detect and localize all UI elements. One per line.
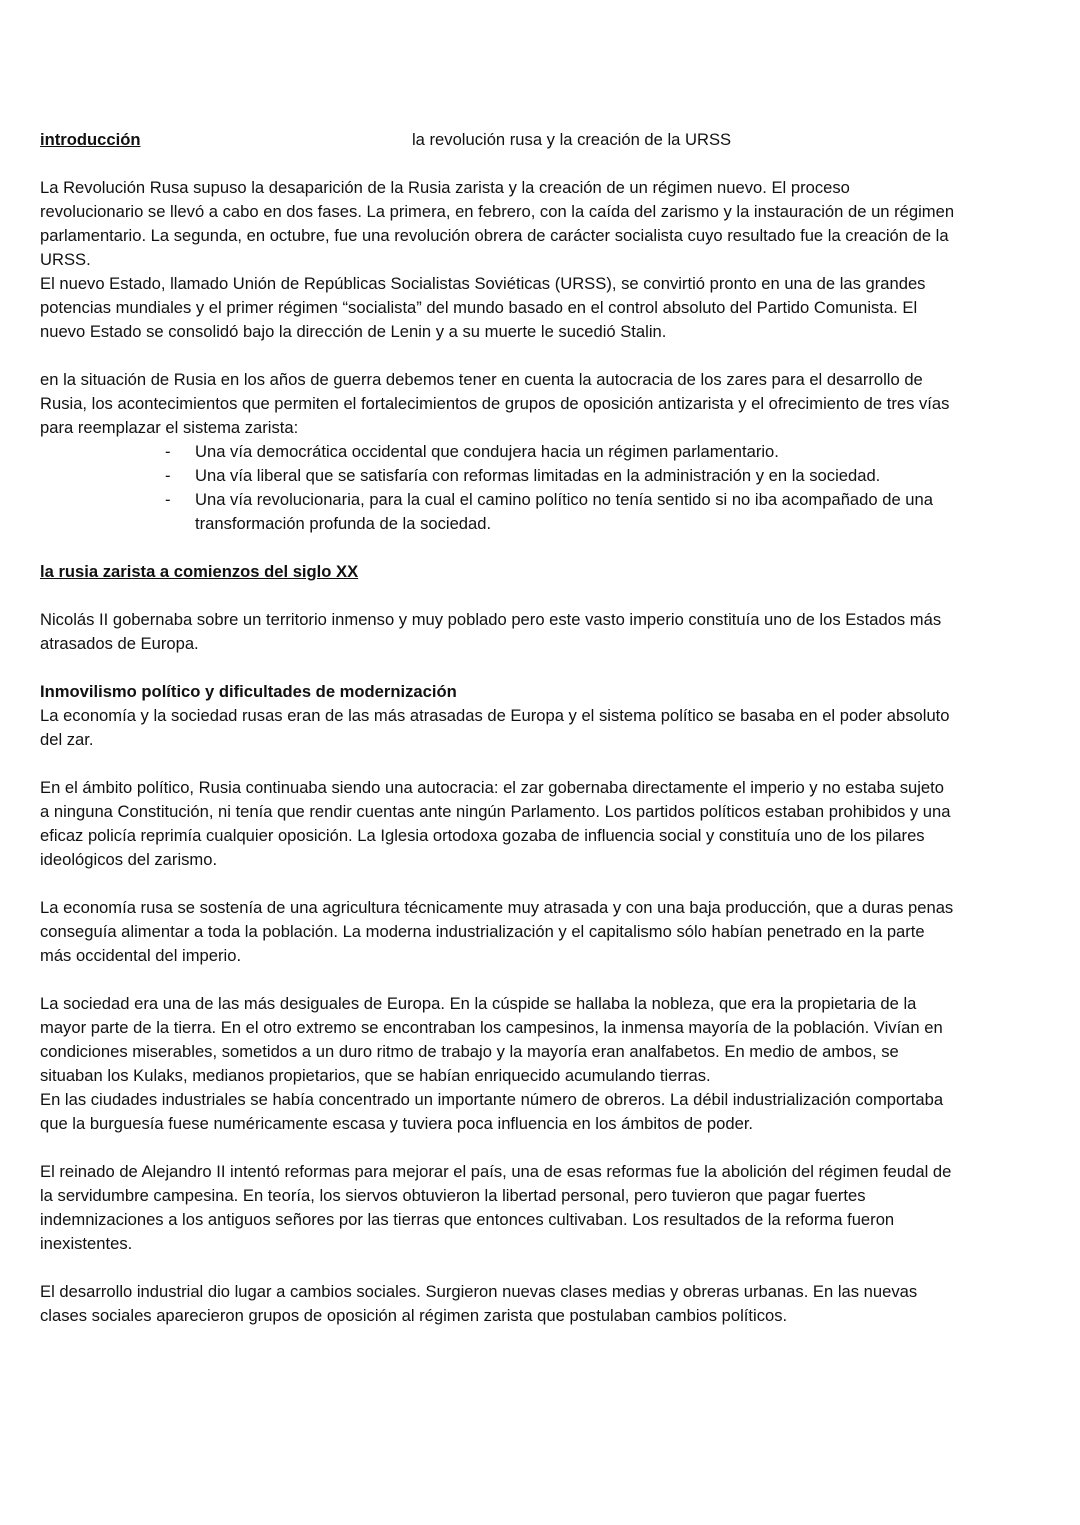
text-line: que la burguesía fuese numéricamente escasa y tuviera poca influencia en los ámbitos de poder. [40, 1114, 754, 1133]
text-line: condiciones miserables, sometidos a un duro ritmo de trabajo y la mayoría eran analfabetos. En medio de ambos, se [40, 1042, 899, 1061]
sub-heading-inmovilismo: Inmovilismo político y dificultades de modernización [40, 682, 457, 701]
text-line: Nicolás II gobernaba sobre un territorio inmenso y muy poblado pero este vasto imperio constituía uno de los Estados más [40, 610, 942, 629]
tsarist-paragraph-7 [40, 1280, 1044, 1328]
text-line: a ninguna Constitución, ni tenía que rendir cuentas ante ningún Parlamento. Los partidos políticos estaban prohibidos y una [40, 802, 951, 821]
text-line: En las ciudades industriales se había concentrado un importante número de obreros. La débil industrialización comportaba [40, 1090, 944, 1109]
text-line: El nuevo Estado, llamado Unión de Repúblicas Socialistas Soviéticas (URSS), se convirtió pronto en una de las grandes [40, 274, 926, 293]
text-line: En el ámbito político, Rusia continuaba siendo una autocracia: el zar gobernaba directamente el imperio y no estaba sujeto [40, 778, 944, 797]
text-line: clases sociales aparecieron grupos de oposición al régimen zarista que postulaban cambios políticos. [40, 1306, 788, 1325]
text-line: nuevo Estado se consolidó bajo la dirección de Lenin y a su muerte le sucedió Stalin. [40, 322, 667, 341]
bullet-dash: - [165, 442, 171, 461]
text-line: ideológicos del zarismo. [40, 850, 218, 869]
text-line: La economía rusa se sostenía de una agricultura técnicamente muy atrasada y con una baja producción, que a duras penas [40, 898, 954, 917]
section-heading-rusia-zarista: la rusia zarista a comienzos del siglo XX [40, 562, 359, 581]
text-line: más occidental del imperio. [40, 946, 242, 965]
bullet-dash: - [165, 466, 171, 485]
document-title: la revolución rusa y la creación de la URSS [412, 130, 732, 149]
tsarist-paragraph-5 [40, 992, 1044, 1136]
text-line: mayor parte de la tierra. En el otro extremo se encontraban los campesinos, la inmensa mayoría de la población. Vivían en [40, 1018, 943, 1037]
text-line: la servidumbre campesina. En teoría, los siervos obtuvieron la libertad personal, pero tuvieron que pagar fuertes [40, 1186, 866, 1205]
text-line: indemnizaciones a los antiguos señores por las tierras que entonces cultivaban. Los resultados de la reforma fueron [40, 1210, 895, 1229]
tsarist-paragraph-6 [40, 1160, 1044, 1256]
bullet-dash: - [165, 490, 171, 509]
text-line: para reemplazar el sistema zarista: [40, 418, 299, 437]
text-line: revolucionario se llevó a cabo en dos fases. La primera, en febrero, con la caída del zarismo y la instauración de un régimen [40, 202, 955, 221]
text-line: inexistentes. [40, 1234, 133, 1253]
list-item [40, 464, 1044, 488]
text-line: potencias mundiales y el primer régimen “socialista” del mundo basado en el control absoluto del Partido Comunista. El [40, 298, 918, 317]
intro-paragraph-2 [40, 368, 1044, 440]
list-item-text-continuation: transformación profunda de la sociedad. [195, 514, 492, 533]
text-line: atrasados de Europa. [40, 634, 199, 653]
list-item [40, 440, 1044, 464]
list-item-text: Una vía democrática occidental que condujera hacia un régimen parlamentario. [195, 442, 779, 461]
text-line: La Revolución Rusa supuso la desaparición de la Rusia zarista y la creación de un régimen nuevo. El proceso [40, 178, 850, 197]
ways-list [40, 440, 1044, 536]
list-item-text: Una vía revolucionaria, para la cual el camino político no tenía sentido si no iba acompañado de una [195, 490, 933, 509]
text-line: URSS. [40, 250, 91, 269]
text-line: El desarrollo industrial dio lugar a cambios sociales. Surgieron nuevas clases medias y obreras urbanas. En las nuevas [40, 1282, 918, 1301]
list-item [40, 488, 1044, 536]
intro-paragraph-1 [40, 176, 1044, 344]
text-line: La sociedad era una de las más desiguales de Europa. En la cúspide se hallaba la nobleza, que era la propietaria de la [40, 994, 917, 1013]
text-line: eficaz policía reprimía cualquier oposición. La Iglesia ortodoxa gozaba de influencia social y constituía uno de los pilares [40, 826, 925, 845]
text-line: en la situación de Rusia en los años de guerra debemos tener en cuenta la autocracia de los zares para el desarrollo de [40, 370, 923, 389]
tsarist-paragraph-3 [40, 776, 1044, 872]
list-item-text: Una vía liberal que se satisfaría con reformas limitadas en la administración y en la sociedad. [195, 466, 881, 485]
text-line: del zar. [40, 730, 94, 749]
text-line: parlamentario. La segunda, en octubre, fue una revolución obrera de carácter socialista cuyo resultado fue la creación de la [40, 226, 949, 245]
document-body [40, 128, 1044, 1328]
section-heading-introduccion: introducción [40, 130, 141, 149]
tsarist-paragraph-2 [40, 704, 1044, 752]
text-line: Rusia, los acontecimientos que permiten el fortalecimientos de grupos de oposición antizarista y el ofrecimiento de tres vías [40, 394, 950, 413]
tsarist-paragraph-4 [40, 896, 1044, 968]
text-line: situaban los Kulaks, medianos propietarios, que se habían enriquecido acumulando tierras. [40, 1066, 711, 1085]
text-line: El reinado de Alejandro II intentó reformas para mejorar el país, una de esas reformas fue la abolición del régimen feudal de [40, 1162, 952, 1181]
text-line: conseguía alimentar a toda la población. La moderna industrialización y el capitalismo sólo habían penetrado en la parte [40, 922, 925, 941]
tsarist-paragraph-1 [40, 608, 1044, 656]
text-line: La economía y la sociedad rusas eran de las más atrasadas de Europa y el sistema político se basaba en el poder absoluto [40, 706, 950, 725]
